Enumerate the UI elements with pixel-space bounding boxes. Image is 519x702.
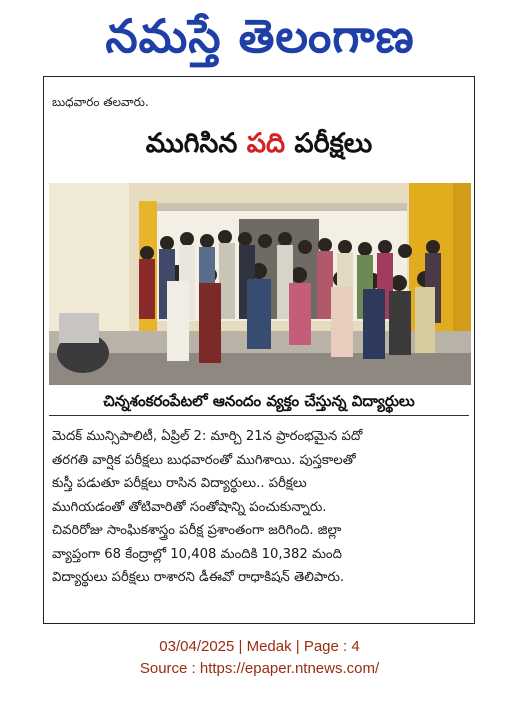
body-line: వ్యాప్తంగా 68 కేంద్రాల్లో 10,408 మందికి 10,382 మంది xyxy=(52,546,342,562)
headline-part-1: ముగిసిన xyxy=(145,128,247,159)
newspaper-masthead: నమస్తే తెలంగాణ xyxy=(105,9,415,63)
body-line: కుస్తీ పడుతూ పరీక్షలు రాసిన విద్యార్థులు.. పరీక్షలు xyxy=(52,476,307,491)
news-photo xyxy=(49,183,471,385)
headline xyxy=(44,127,474,161)
body-line: విద్యార్థులు పరీక్షలు రాశారని డీఈవో రాధాకిషన్ తెలిపారు. xyxy=(52,570,345,585)
body-line: తరగతి వార్షిక పరీక్షలు బుధవారంతో ముగిశాయి. పుస్తకాలతో xyxy=(52,452,356,468)
photo-caption: చిన్నశంకరంపేటలో ఆనందం వ్యక్తం చేస్తున్న విద్యార్థులు xyxy=(103,392,415,410)
students-group-photo xyxy=(49,183,471,385)
edition-info: 03/04/2025 | Medak | Page : 4 xyxy=(159,638,360,655)
body-line: ముగియడంతో తోటివారితో సంతోషాన్ని పంచుకున్నారు. xyxy=(52,499,327,515)
article-body xyxy=(52,425,468,590)
caption-divider xyxy=(49,415,469,416)
source-link[interactable]: Source : https://epaper.ntnews.com/ xyxy=(139,660,380,677)
body-line: మెదక్ మున్సిపాలిటీ, ఏప్రిల్ 2: మార్చి 21న ప్రారంభమైన పదో xyxy=(52,429,363,444)
body-line: చివరిరోజు సాంఘికశాస్త్రం పరీక్ష ప్రశాంతంగా జరిగింది. జిల్లా xyxy=(52,523,342,538)
dateline: బుధవారం తలవారు. xyxy=(52,95,149,109)
page-footer xyxy=(0,636,519,680)
news-clipping xyxy=(43,76,475,624)
headline-part-2: పరీక్షలు xyxy=(285,128,373,159)
headline-highlight: పది xyxy=(246,128,286,159)
